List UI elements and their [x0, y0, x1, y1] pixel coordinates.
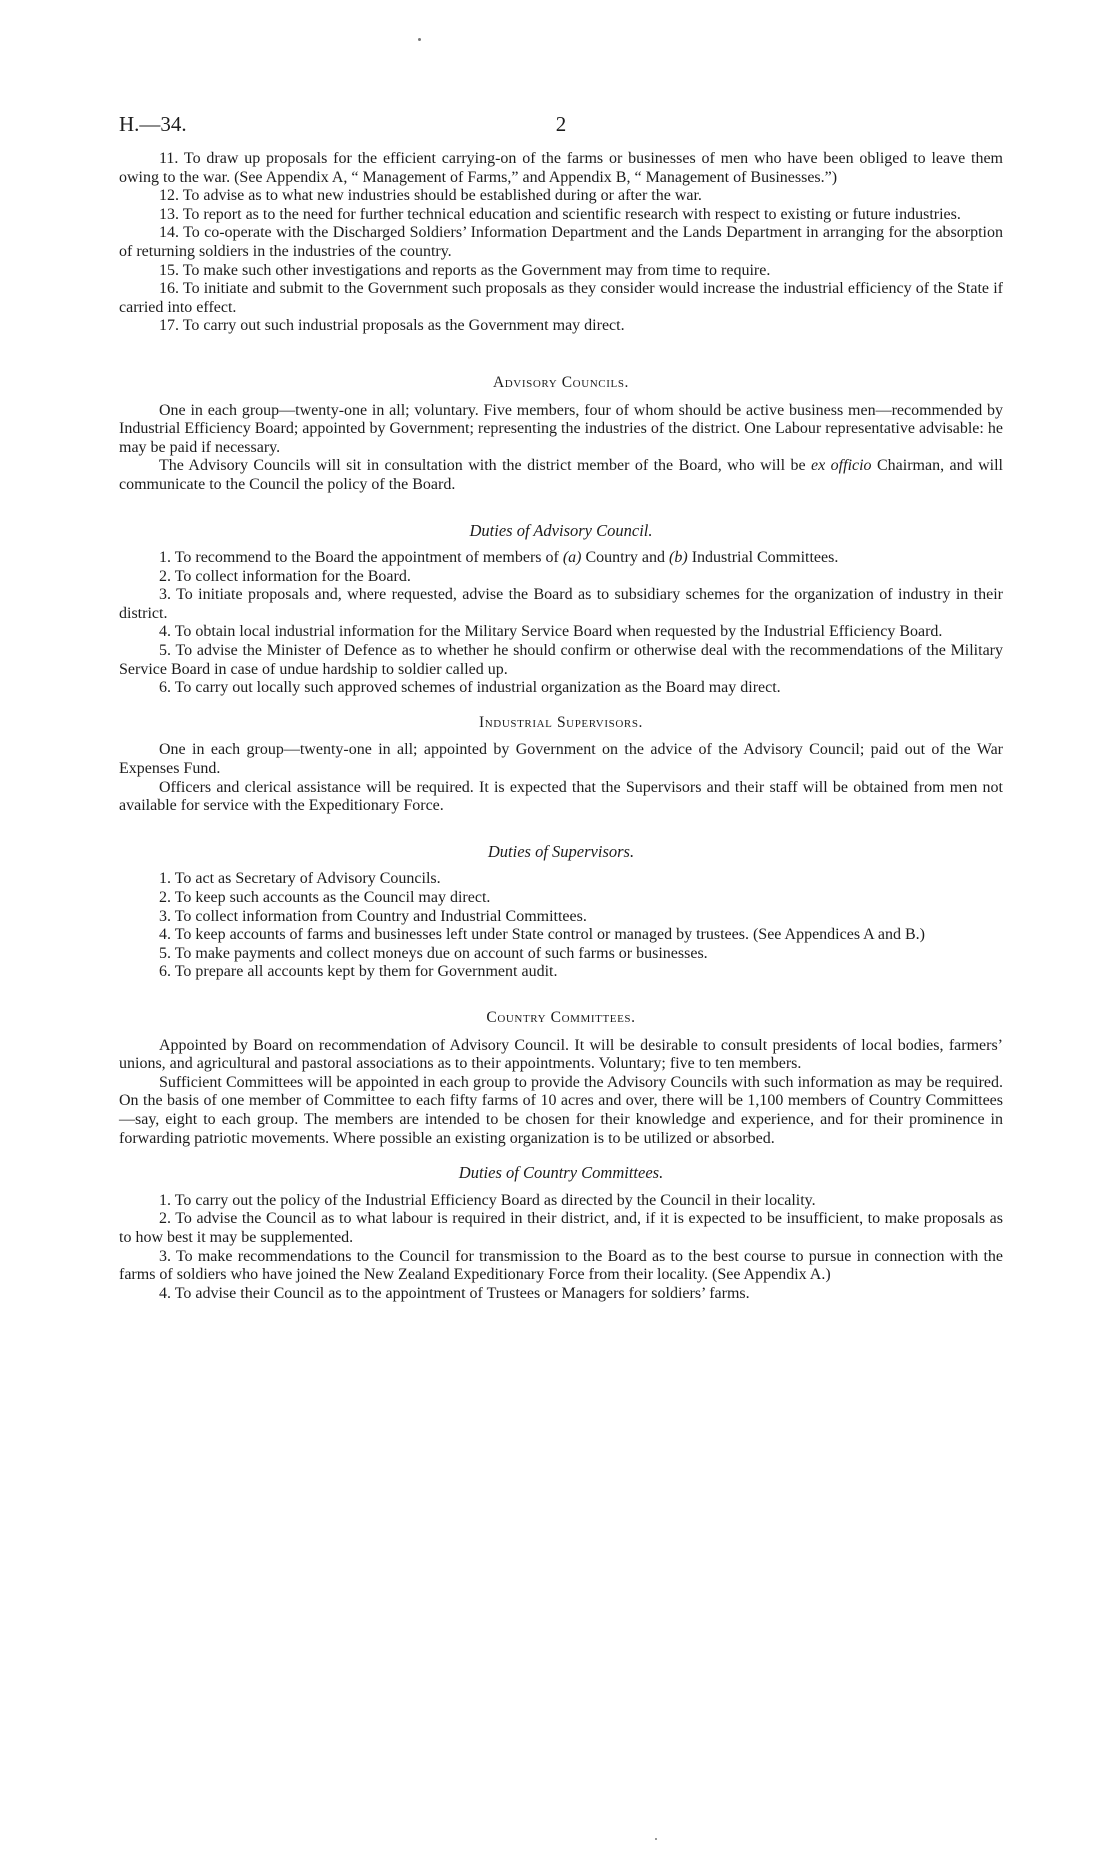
scan-speck — [418, 38, 421, 41]
paragraph: Sufficient Committees will be appointed in each group to provide the Advisory Councils with such information as may be required. On the basis of one member of Committee to each fifty farms of 10 acres and over, there will be 1,100 members of Country Committees—say, eight to each group. The members are intended to be chosen for their knowledge and experience, and for their prominence in forwarding patriotic movements. Where possible an existing organization is to be utilized or absorbed. — [119, 1073, 1003, 1147]
list-item: 16. To initiate and submit to the Government such proposals as they consider would increase the industrial efficiency of the State if carried into effect. — [119, 280, 1003, 316]
list-item: 17. To carry out such industrial proposals as the Government may direct. — [159, 317, 625, 335]
paragraph: Officers and clerical assistance will be required. It is expected that the Supervisors and their staff will be obtained from men not available for service with the Expeditionary Force. — [119, 778, 1003, 815]
list-item: 6. To carry out locally such approved schemes of industrial organization as the Board may direct. — [159, 679, 781, 697]
list-item: 15. To make such other investigations and reports as the Government may from time to require. — [159, 261, 771, 279]
list-item: 4. To obtain local industrial information for the Military Service Board when requested by the Industrial Efficiency Board. — [159, 623, 943, 641]
scan-speck — [655, 1838, 657, 1840]
paragraph: One in each group—twenty-one in all; appointed by Government on the advice of the Advisory Council; paid out of the War Expenses Fund. — [119, 741, 1003, 778]
list-item: 3. To make recommendations to the Council for transmission to the Board as to the best course to pursue in connection with the farms of soldiers who have joined the New Zealand Expeditionary Force from their locality. (See Appendix A.) — [119, 1247, 1003, 1284]
subheading-duties-country-committees: Duties of Country Committees. — [458, 1163, 664, 1183]
list-item: 5. To make payments and collect moneys due on account of such farms or businesses. — [159, 944, 708, 962]
board-functions-list — [119, 150, 1003, 336]
list-item: 11. To draw up proposals for the efficient carrying-on of the farms or businesses of men who have been obliged to leave them owing to the war. (See Appendix A, “ Management of Farms,” and Appendix B, “ Management of Businesses.”) — [119, 150, 1003, 186]
section-heading-industrial-supervisors: Industrial Supervisors. — [478, 713, 644, 731]
list-item: 1. To act as Secretary of Advisory Councils. — [159, 870, 441, 888]
page-header — [119, 112, 1003, 142]
list-item: 2. To advise the Council as to what labour is required in their district, and, if it is expected to be insufficient, to make proposals as to how best it may be supplemented. — [119, 1210, 1003, 1246]
document-reference: H.—34. — [119, 112, 187, 136]
list-item: 14. To co-operate with the Discharged Soldiers’ Information Department and the Lands Department in arranging for the absorption of returning soldiers in the industries of the country. — [119, 224, 1003, 260]
list-item: 12. To advise as to what new industries should be established during or after the war. — [159, 187, 702, 205]
list-item: 1. To recommend to the Board the appointment of members of (a) Country and (b) Industrial Committees. — [159, 549, 839, 567]
latin-term: ex officio — [811, 457, 872, 475]
list-item: 13. To report as to the need for further technical education and scientific research with respect to existing or future industries. — [159, 205, 961, 223]
subheading-duties-supervisors: Duties of Supervisors. — [487, 841, 635, 861]
list-item: 4. To keep accounts of farms and businesses left under State control or managed by trustees. (See Appendices A and B.) — [159, 926, 925, 944]
paragraph: Appointed by Board on recommendation of Advisory Council. It will be desirable to consult presidents of local bodies, farmers’ unions, and agricultural and pastoral associations as to their appointments. Voluntary; five to ten members. — [119, 1036, 1003, 1073]
list-item: 1. To carry out the policy of the Industrial Efficiency Board as directed by the Council in their locality. — [159, 1191, 816, 1209]
paragraph: One in each group—twenty-one in all; voluntary. Five members, four of whom should be active business men—recommended by Industrial Efficiency Board; appointed by Government; representing the industries of the district. One Labour representative advisable: he may be paid if necessary. — [119, 401, 1003, 456]
list-item: 6. To prepare all accounts kept by them for Government audit. — [159, 963, 558, 981]
list-item: 2. To keep such accounts as the Council may direct. — [159, 889, 491, 906]
paragraph: The Advisory Councils will sit in consultation with the district member of the Board, who will be ex officio Chairman, and will communicate to the Council the policy of the Board. — [119, 457, 1003, 493]
section-heading-country-committees: Country Committees. — [486, 1008, 636, 1026]
list-item: 5. To advise the Minister of Defence as to whether he should confirm or otherwise deal with the recommendations of the Military Service Board in case of undue hardship to soldier called up. — [119, 642, 1003, 678]
list-item: 3. To collect information from Country and Industrial Committees. — [159, 907, 587, 925]
section-heading-advisory-councils: Advisory Councils. — [492, 373, 630, 391]
list-item: 4. To advise their Council as to the appointment of Trustees or Managers for soldiers’ farms. — [159, 1284, 750, 1302]
page-number: 2 — [555, 112, 567, 136]
page-body — [119, 150, 1003, 1303]
list-item: 2. To collect information for the Board. — [159, 567, 411, 585]
subheading-duties-advisory-council: Duties of Advisory Council. — [469, 520, 653, 540]
list-item: 3. To initiate proposals and, where requested, advise the Board as to subsidiary schemes for the organization of industry in their district. — [119, 586, 1003, 622]
